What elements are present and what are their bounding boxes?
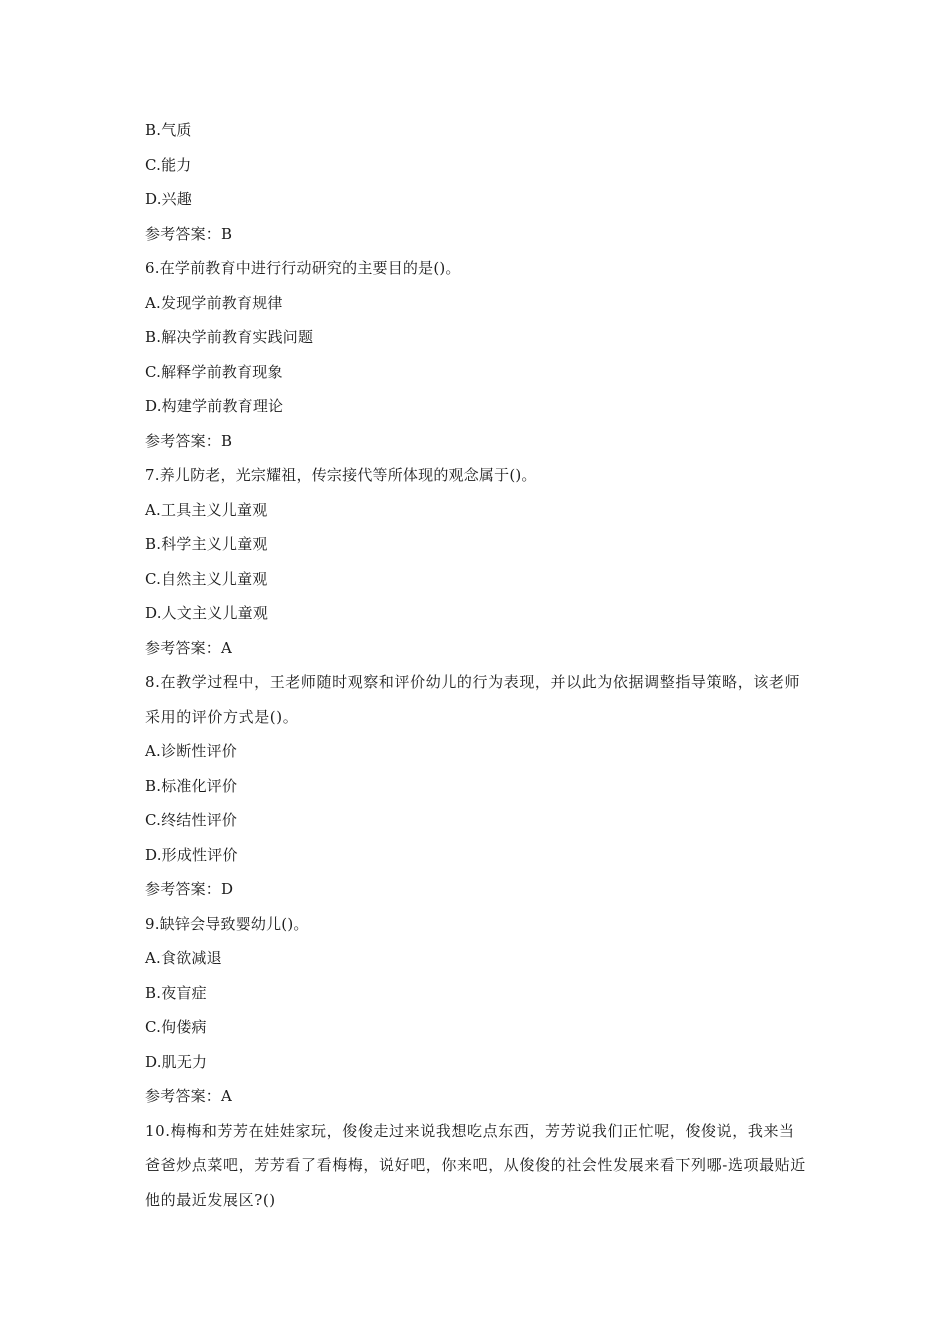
q6-answer (145, 424, 810, 459)
q8-option-a: A.诊断性评价 (145, 742, 238, 760)
q5-answer (145, 217, 810, 252)
answer-label: 参考答案： (145, 880, 222, 898)
q8-answer (145, 872, 810, 907)
q6-option-c: C.解释学前教育现象 (145, 362, 283, 381)
q6-option-a: A.发现学前教育规律 (145, 293, 283, 312)
answer-label: 参考答案： (145, 638, 222, 657)
q8-stem: 8.在教学过程中，王老师随时观察和评价幼儿的行为表现，并以此为依据调整指导策略，该老师采用的评价方式是()。 (145, 673, 801, 726)
q7-option-b: B.科学主义儿童观 (145, 535, 268, 553)
q9-option-b: B.夜盲症 (145, 983, 207, 1002)
q7-option-a: A.工具主义儿童观 (145, 500, 268, 519)
answer-label: 参考答案： (145, 224, 222, 243)
q7-stem: 7.养儿防老，光宗耀祖，传宗接代等所体现的观念属于()。 (145, 466, 537, 484)
q7-answer (145, 631, 810, 666)
q7-option-d: D.人文主义儿童观 (145, 604, 269, 622)
q6-stem: 6.在学前教育中进行行动研究的主要目的是()。 (145, 259, 461, 277)
q9-stem: 9.缺锌会导致婴幼儿()。 (145, 914, 309, 933)
q8-option-b: B.标准化评价 (145, 776, 238, 795)
q9-answer (145, 1079, 810, 1114)
answer-value: D (221, 880, 234, 898)
q7-option-c: C.自然主义儿童观 (145, 569, 268, 588)
answer-label: 参考答案： (145, 1087, 222, 1105)
q9-option-c: C.佝偻病 (145, 1018, 207, 1036)
q8-option-d: D.形成性评价 (145, 845, 238, 864)
answer-value: A (221, 1087, 233, 1105)
q5-option-d: D.兴趣 (145, 190, 193, 208)
q9-option-a: A.食欲减退 (145, 949, 222, 967)
q9-option-d: D.肌无力 (145, 1052, 208, 1071)
answer-value: B (221, 224, 233, 243)
q5-option-c: C.能力 (145, 155, 192, 174)
q6-option-d: D.构建学前教育理论 (145, 397, 284, 415)
answer-value: A (221, 638, 233, 657)
q8-option-c: C.终结性评价 (145, 811, 238, 829)
document-page (145, 113, 810, 1217)
answer-label: 参考答案： (145, 431, 222, 450)
q10-stem: 10.梅梅和芳芳在娃娃家玩，俊俊走过来说我想吃点东西，芳芳说我们正忙呢，俊俊说，我来当爸爸炒点菜吧，芳芳看了看梅梅，说好吧，你来吧，从俊俊的社会性发展来看下列哪-选项最贴近他的最近发展区?() (145, 1121, 806, 1209)
answer-value: B (221, 431, 233, 450)
q6-option-b: B.解决学前教育实践问题 (145, 328, 314, 346)
q5-option-b: B.气质 (145, 121, 192, 139)
